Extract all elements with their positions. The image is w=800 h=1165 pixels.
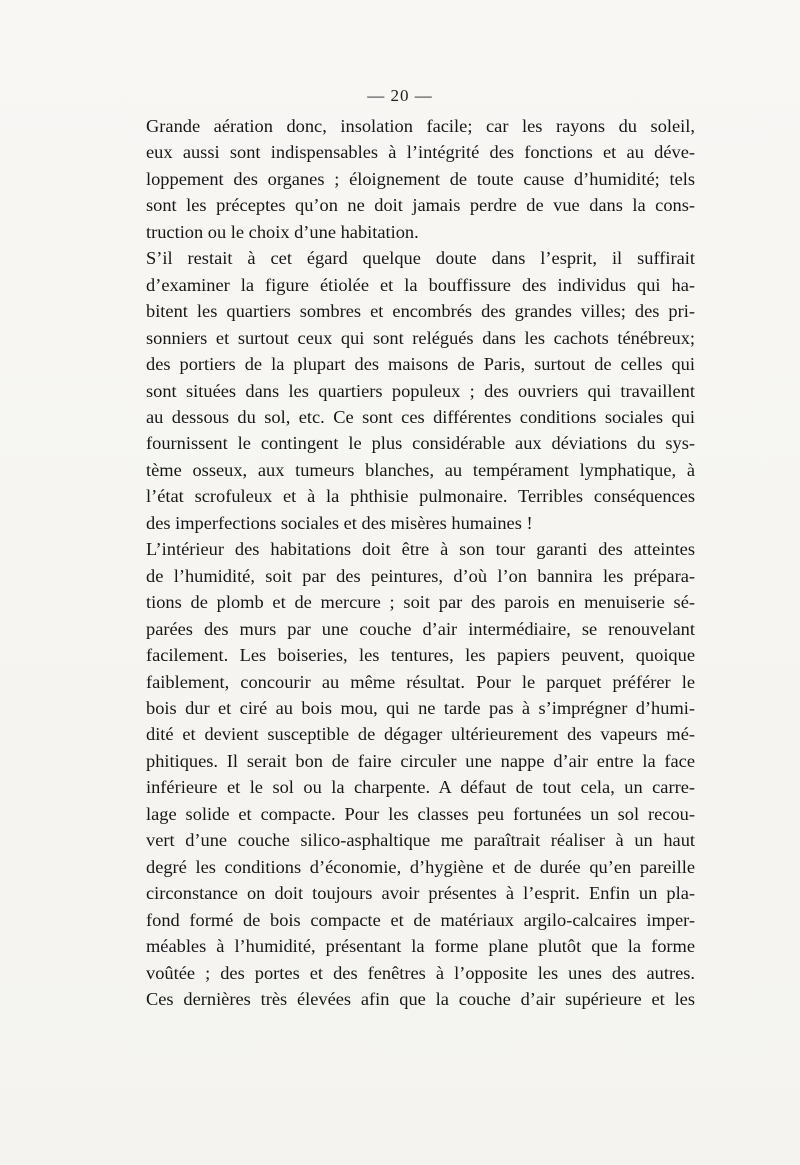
text-line: sont situées dans les quartiers populeux ; des ouvriers qui travaillent [146,380,695,401]
text-line: fond formé de bois compacte et de matériaux argilo-calcaires imper- [146,909,695,930]
text-line: faiblement, concourir au même résultat. Pour le parquet préférer le [146,671,695,692]
paragraph-2 [122,245,695,536]
text-line: facilement. Les boiseries, les tentures, les papiers peuvent, quoique [146,645,695,666]
text-line: L’intérieur des habitations doit être à son tour garanti des atteintes [146,539,695,560]
text-line: sont les préceptes qu’on ne doit jamais perdre de vue dans la cons- [146,195,695,216]
text-line: bois dur et ciré au bois mou, qui ne tarde pas à s’imprégner d’humi- [146,697,695,718]
page-text [122,113,695,1012]
text-line: Ces dernières très élevées afin que la couche d’air supérieure et les [146,988,695,1009]
text-line: l’état scrofuleux et à la phthisie pulmonaire. Terribles conséquences [146,486,695,507]
text-line: voûtée ; des portes et des fenêtres à l’opposite les unes des autres. [146,962,695,983]
text-line: fournissent le contingent le plus considérable aux déviations du sys- [146,433,695,454]
page-number: — 20 — [367,86,433,105]
text-line: vert d’une couche silico-asphaltique me paraîtrait réaliser à un haut [146,830,695,851]
text-line: sonniers et surtout ceux qui sont relégués dans les cachots ténébreux; [146,327,695,348]
paragraph-1 [122,113,695,245]
paragraph-3 [122,536,695,1012]
text-line: eux aussi sont indispensables à l’intégrité des fonctions et au déve- [146,142,695,163]
text-line: loppement des organes ; éloignement de toute cause d’humidité; tels [146,168,695,189]
text-line: des imperfections sociales et des misères humaines ! [146,512,533,533]
text-line: truction ou le choix d’une habitation. [146,221,419,242]
text-line: méables à l’humidité, présentant la forme plane plutôt que la forme [146,936,695,957]
text-line: d’examiner la figure étiolée et la bouffissure des individus qui ha- [146,274,695,295]
text-line: tème osseux, aux tumeurs blanches, au tempérament lymphatique, à [146,459,695,480]
text-line: S’il restait à cet égard quelque doute dans l’esprit, il suffirait [146,248,695,269]
text-line: lage solide et compacte. Pour les classes peu fortunées un sol recou- [146,803,695,824]
text-line: au dessous du sol, etc. Ce sont ces différentes conditions sociales qui [146,406,695,427]
text-line: bitent les quartiers sombres et encombrés des grandes villes; des pri- [146,301,695,322]
text-line: phitiques. Il serait bon de faire circuler une nappe d’air entre la face [146,750,695,771]
text-line: degré les conditions d’économie, d’hygiène et de durée qu’en pareille [146,856,695,877]
text-line: parées des murs par une couche d’air intermédiaire, se renouvelant [146,618,695,639]
text-line: inférieure et le sol ou la charpente. A défaut de tout cela, un carre- [146,777,695,798]
text-line: Grande aération donc, insolation facile; car les rayons du soleil, [146,116,695,136]
text-line: dité et devient susceptible de dégager ultérieurement des vapeurs mé- [146,724,695,745]
text-line: des portiers de la plupart des maisons de Paris, surtout de celles qui [146,354,695,375]
text-line: circonstance on doit toujours avoir présentes à l’esprit. Enfin un pla- [146,883,695,904]
text-line: tions de plomb et de mercure ; soit par des parois en menuiserie sé- [146,592,695,613]
text-line: de l’humidité, soit par des peintures, d’où l’on bannira les prépara- [146,565,695,586]
